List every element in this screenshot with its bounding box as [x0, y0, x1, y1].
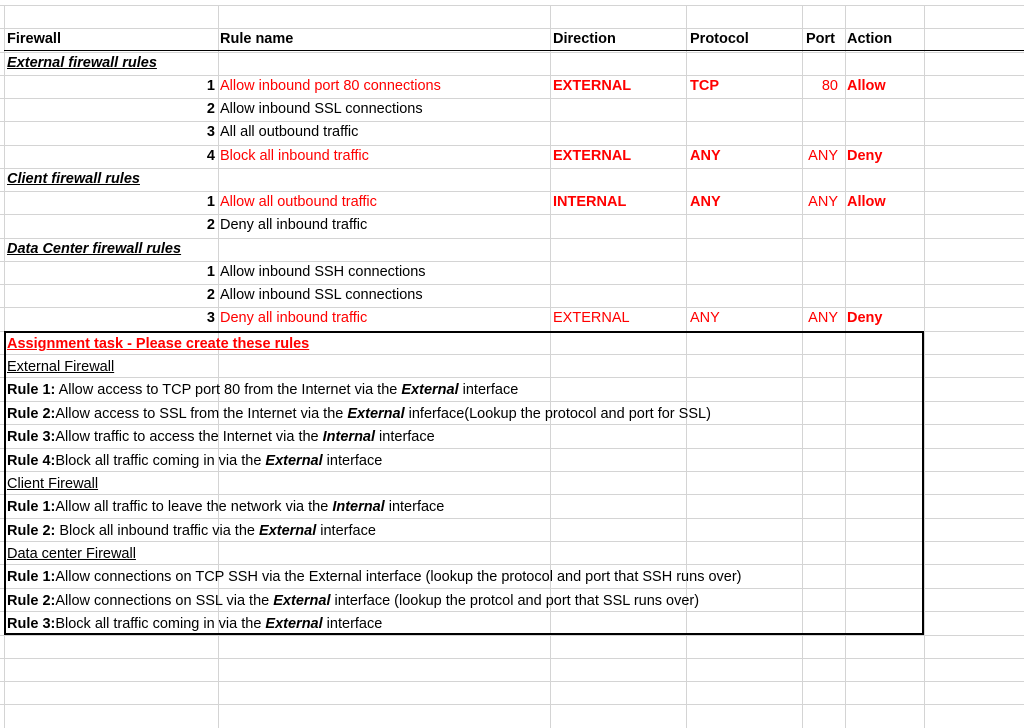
- assignment-group-title[interactable]: Client Firewall: [7, 476, 99, 492]
- assignment-rule-text: Allow traffic to access the Internet via the: [55, 429, 323, 445]
- header-action[interactable]: Action: [847, 31, 893, 47]
- port-cell[interactable]: [790, 284, 838, 307]
- action-cell[interactable]: Allow: [847, 78, 886, 94]
- port-cell[interactable]: [790, 98, 838, 121]
- interface-name: External: [273, 593, 331, 609]
- assignment-rule[interactable]: [7, 520, 376, 543]
- assignment-rule-label: Rule 1:: [7, 569, 56, 585]
- port-cell[interactable]: ANY: [808, 310, 838, 326]
- port-cell[interactable]: 80: [821, 78, 838, 94]
- assignment-rule-text: interface: [316, 523, 376, 539]
- assignment-rule[interactable]: [7, 426, 435, 449]
- assignment-rule-text: interface: [322, 616, 383, 632]
- assignment-rule-label: Rule 2:: [7, 593, 56, 609]
- action-cell[interactable]: Deny: [847, 148, 883, 164]
- rule-number[interactable]: 4: [206, 148, 215, 164]
- rule-name-cell[interactable]: Deny all inbound traffic: [220, 310, 368, 326]
- assignment-group-title[interactable]: External Firewall: [7, 359, 115, 375]
- direction-cell[interactable]: INTERNAL: [553, 194, 627, 210]
- interface-name: External: [265, 616, 323, 632]
- rule-name-cell[interactable]: All all outbound traffic: [220, 124, 359, 140]
- assignment-rule-text: interface: [375, 429, 435, 445]
- rule-name-cell[interactable]: Block all inbound traffic: [220, 148, 369, 164]
- rule-number[interactable]: 3: [206, 310, 215, 326]
- assignment-rule-text: Allow connections on SSL via the: [55, 593, 274, 609]
- rule-name-cell[interactable]: Allow inbound SSL connections: [220, 287, 423, 303]
- rule-number[interactable]: 2: [206, 101, 215, 117]
- protocol-cell[interactable]: TCP: [690, 78, 719, 94]
- assignment-rule-text: interface: [458, 382, 519, 398]
- interface-name: External: [401, 382, 459, 398]
- assignment-rule[interactable]: [7, 379, 518, 402]
- assignment-rule-text: interface: [322, 453, 383, 469]
- port-cell[interactable]: [790, 214, 838, 237]
- assignment-rule-text: Allow access to SSL from the Internet via the: [55, 406, 348, 422]
- assignment-title[interactable]: Assignment task - Please create these rules: [7, 336, 310, 352]
- assignment-rule[interactable]: [7, 590, 699, 613]
- assignment-rule-text: Block all traffic coming in via the: [55, 616, 266, 632]
- assignment-rule-text: interface (lookup the protcol and port that SSL runs over): [330, 593, 700, 609]
- assignment-rule[interactable]: [7, 450, 382, 473]
- assignment-rule-label: Rule 1:: [7, 382, 56, 398]
- assignment-rule-text: Allow connections on TCP SSH via the External interface (lookup the protocol and port that SSH runs over): [55, 569, 742, 585]
- assignment-rule-text: interface: [384, 499, 445, 515]
- assignment-rule-label: Rule 2:: [7, 523, 56, 539]
- header-protocol[interactable]: Protocol: [690, 31, 749, 47]
- protocol-cell[interactable]: ANY: [690, 148, 721, 164]
- rule-number[interactable]: 1: [206, 78, 215, 94]
- assignment-rule-label: Rule 3:: [7, 616, 56, 632]
- assignment-rule-text: Allow access to TCP port 80 from the Internet via the: [55, 382, 402, 398]
- interface-name: Internal: [332, 499, 385, 515]
- interface-name: External: [265, 453, 323, 469]
- header-underline: [4, 50, 1024, 51]
- rule-name-cell[interactable]: Allow inbound SSL connections: [220, 101, 423, 117]
- header-direction[interactable]: Direction: [553, 31, 616, 47]
- protocol-cell[interactable]: ANY: [690, 310, 720, 326]
- assignment-rule-text: Block all traffic coming in via the: [55, 453, 266, 469]
- rule-number[interactable]: 1: [206, 194, 215, 210]
- interface-name: External: [347, 406, 405, 422]
- rule-number[interactable]: 3: [206, 124, 215, 140]
- protocol-cell[interactable]: ANY: [690, 194, 721, 210]
- action-cell[interactable]: Allow: [847, 194, 886, 210]
- assignment-rule-label: Rule 1:: [7, 499, 56, 515]
- assignment-rule[interactable]: [7, 613, 382, 636]
- assignment-rule-text: Block all inbound traffic via the: [55, 523, 259, 539]
- section-title[interactable]: External firewall rules: [7, 55, 157, 71]
- action-cell[interactable]: Deny: [847, 310, 883, 326]
- direction-cell[interactable]: EXTERNAL: [553, 310, 630, 326]
- header-firewall[interactable]: Firewall: [7, 31, 61, 47]
- assignment-rule-label: Rule 2:: [7, 406, 56, 422]
- assignment-rule[interactable]: [7, 403, 711, 426]
- rule-name-cell[interactable]: Allow inbound SSH connections: [220, 264, 426, 280]
- rule-number[interactable]: 2: [206, 287, 215, 303]
- assignment-group-title[interactable]: Data center Firewall: [7, 546, 136, 562]
- direction-cell[interactable]: EXTERNAL: [553, 148, 632, 164]
- section-title[interactable]: Client firewall rules: [7, 171, 140, 187]
- assignment-rule[interactable]: [7, 496, 444, 519]
- header-rule-name[interactable]: Rule name: [220, 31, 294, 47]
- assignment-rule-text: inferface(Lookup the protocol and port for SSL): [404, 406, 711, 422]
- direction-cell[interactable]: EXTERNAL: [553, 78, 632, 94]
- header-port[interactable]: Port: [806, 31, 835, 47]
- section-title[interactable]: Data Center firewall rules: [7, 241, 182, 257]
- rule-name-cell[interactable]: Deny all inbound traffic: [220, 217, 368, 233]
- assignment-rule[interactable]: [7, 566, 742, 589]
- port-cell[interactable]: [790, 121, 838, 144]
- rule-name-cell[interactable]: Allow inbound port 80 connections: [220, 78, 441, 94]
- port-cell[interactable]: [790, 261, 838, 284]
- rule-name-cell[interactable]: Allow all outbound traffic: [220, 194, 377, 210]
- rule-number[interactable]: 1: [206, 264, 215, 280]
- rule-number[interactable]: 2: [206, 217, 215, 233]
- interface-name: External: [259, 523, 317, 539]
- assignment-rule-label: Rule 3:: [7, 429, 56, 445]
- assignment-rule-label: Rule 4:: [7, 453, 56, 469]
- assignment-rule-text: Allow all traffic to leave the network via the: [55, 499, 333, 515]
- port-cell[interactable]: ANY: [808, 194, 838, 210]
- interface-name: Internal: [322, 429, 376, 445]
- port-cell[interactable]: ANY: [808, 148, 838, 164]
